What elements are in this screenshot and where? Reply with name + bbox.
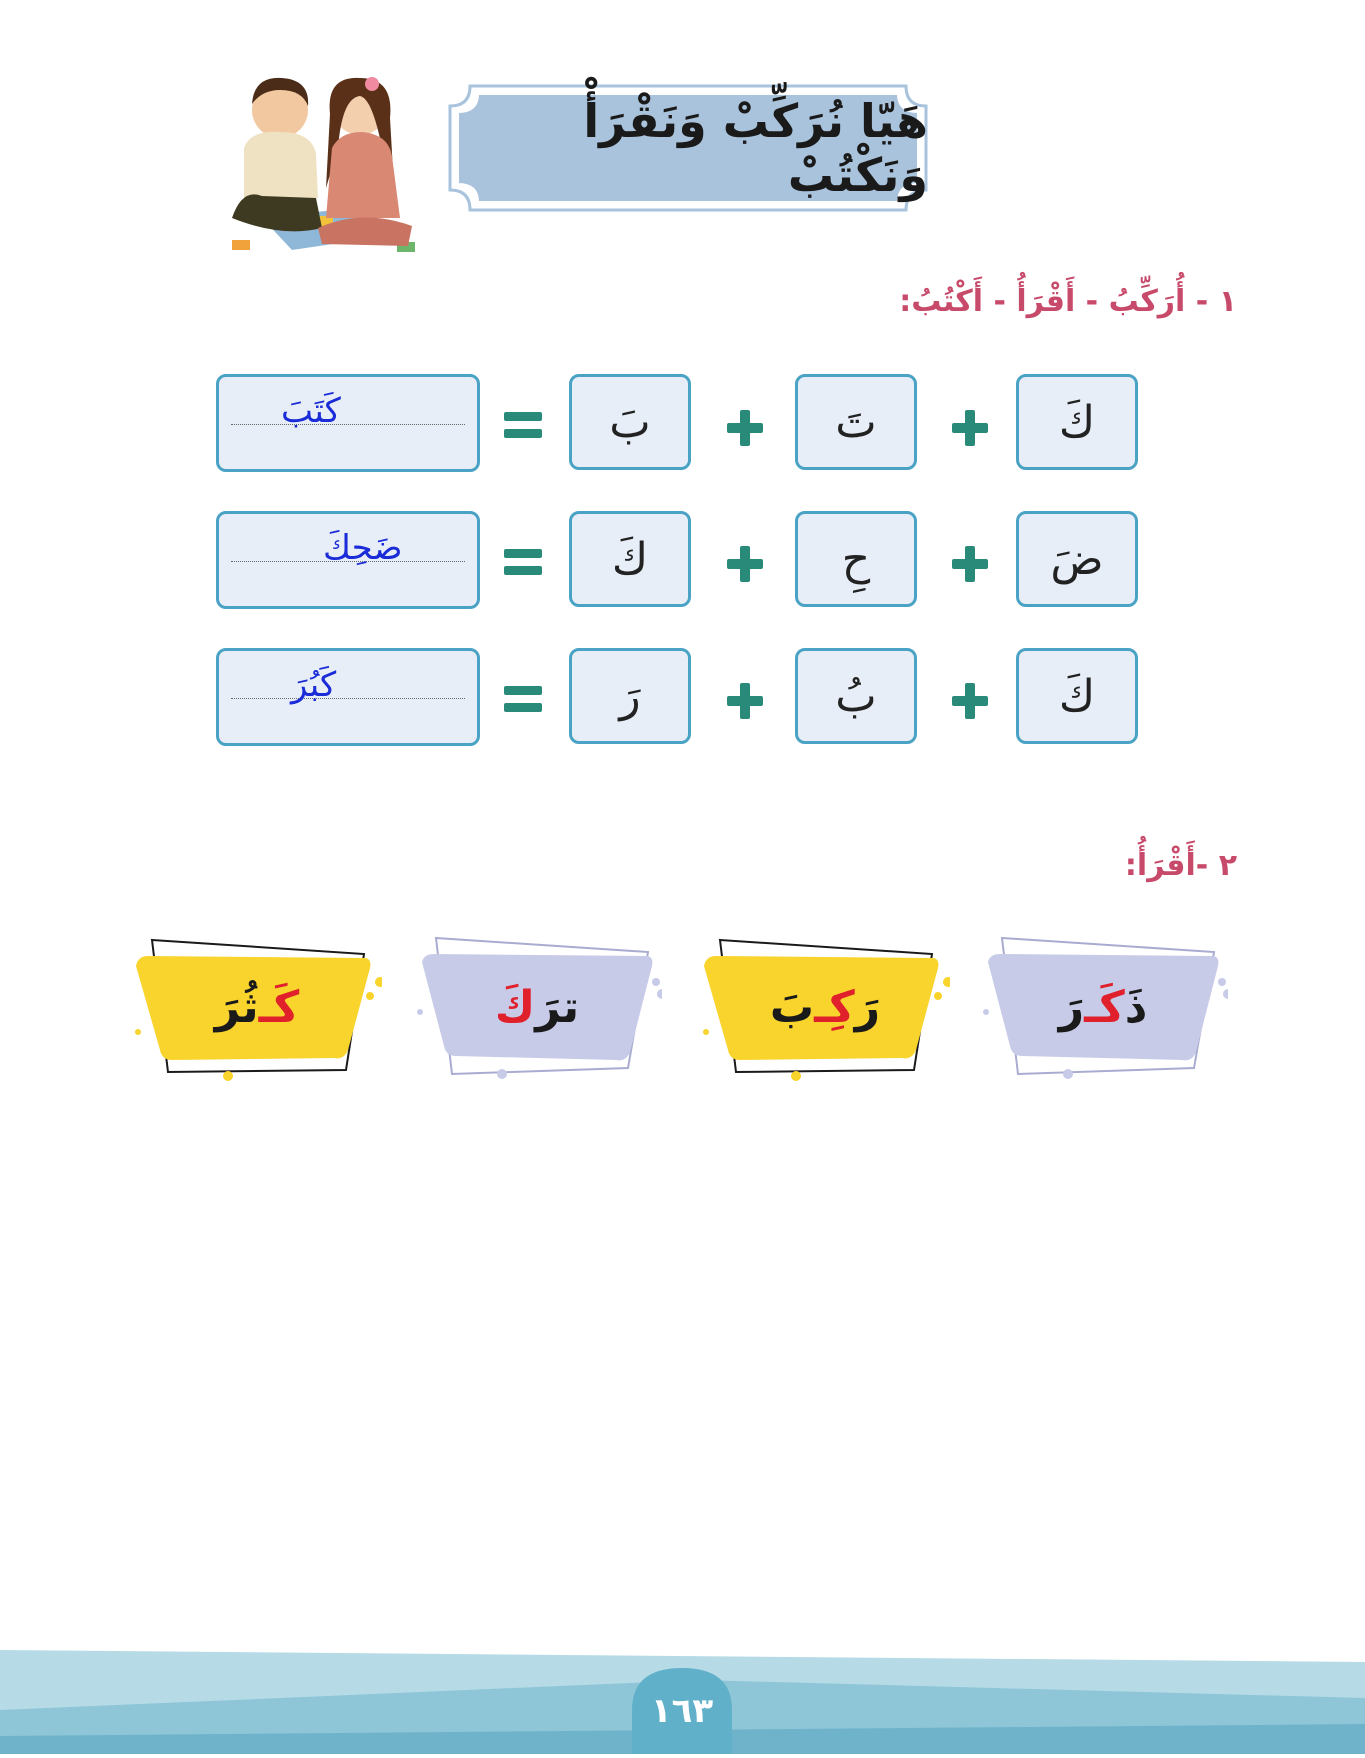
answer-word: كَتَبَ (281, 391, 341, 431)
word-part: بَ (769, 981, 815, 1033)
letter-box: بَ (569, 374, 691, 470)
letter-box: بُ (795, 648, 917, 744)
page-number: ١٦٣ (650, 1691, 714, 1731)
word-card (132, 932, 382, 1082)
writing-line (231, 698, 465, 699)
section-1-heading: ١ - أُرَكِّبُ - أَقْرَأُ - أَكْتُبُ: (899, 284, 1237, 319)
plus-icon (725, 681, 765, 721)
word-part: رَ (1058, 981, 1085, 1033)
word-card (412, 932, 662, 1082)
word-part: ثُرَ (214, 981, 259, 1033)
equals-icon (504, 547, 542, 577)
kids-puzzle-illustration (222, 68, 432, 264)
plus-icon (725, 408, 765, 448)
letter-box: رَ (569, 648, 691, 744)
answer-word: ضَحِكَ (323, 528, 403, 568)
equals-icon (504, 410, 542, 440)
word-card (978, 932, 1228, 1082)
writing-line (231, 424, 465, 425)
word-part: ذَ (1124, 981, 1148, 1033)
plus-icon (950, 681, 990, 721)
word-part: ترَ (535, 981, 580, 1033)
letter-box: تَ (795, 374, 917, 470)
plus-icon (950, 408, 990, 448)
answer-box[interactable] (216, 511, 480, 609)
word-label (700, 932, 950, 1082)
plus-icon (725, 544, 765, 584)
answer-box[interactable] (216, 648, 480, 746)
equals-icon (504, 684, 542, 714)
section-2-heading: ٢ -أَقْرَأُ: (1124, 848, 1237, 883)
title-banner (448, 84, 928, 212)
letter-box: كَ (1016, 374, 1138, 470)
letter-box: حِ (795, 511, 917, 607)
word-label (132, 932, 382, 1082)
highlighted-letter: كِـ (814, 981, 855, 1033)
word-card (700, 932, 950, 1082)
word-label (412, 932, 662, 1082)
highlighted-letter: كَ (494, 981, 536, 1033)
letter-box: كَ (1016, 648, 1138, 744)
letter-box: كَ (569, 511, 691, 607)
answer-word: كَبُرَ (291, 665, 337, 705)
highlighted-letter: كَـ (258, 981, 300, 1033)
page-title: هَيّا نُرَكِّبْ وَنَقْرَأْ وَنَكْتُبْ (583, 94, 928, 202)
plus-icon (950, 544, 990, 584)
answer-box[interactable] (216, 374, 480, 472)
letter-box: ضَ (1016, 511, 1138, 607)
word-part: رَ (854, 981, 881, 1033)
word-label (978, 932, 1228, 1082)
highlighted-letter: كَـ (1084, 981, 1125, 1033)
